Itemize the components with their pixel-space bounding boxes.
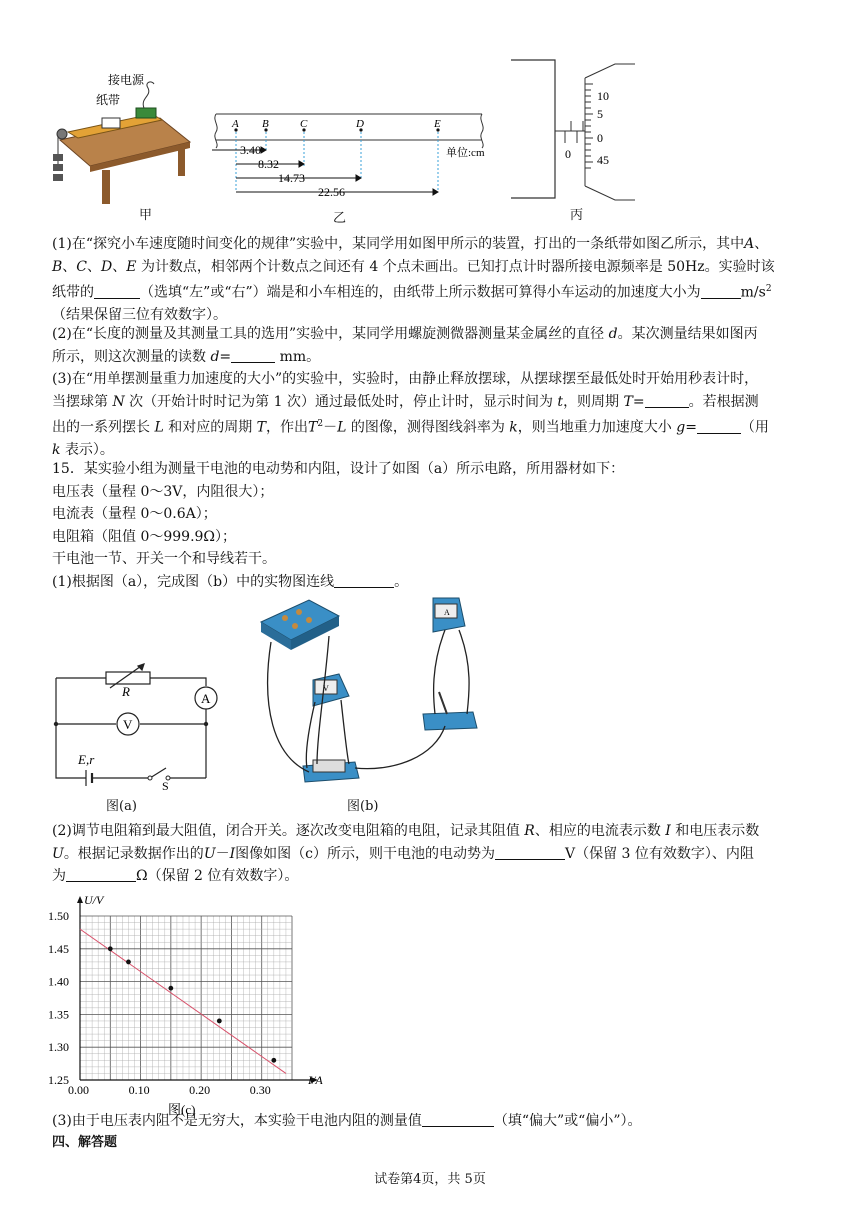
- micrometer-drawing: [505, 58, 655, 208]
- apparatus-photo-drawing: [255, 596, 505, 790]
- q14-part1: (1)在“探究小车速度随时间变化的规律”实验中，某同学用如图甲所示的装置，打出的一条纸带如图乙所示，其中A、 B、C、D、E 为计数点，相邻两个计数点之间还有 4 个点未画出。已知打点计时器所接电源频率是 50Hz。实验时该 纸带的 （选填“左”或“右”）端是和小车相连的，由纸带上所示数据可算得小车运动的加速度大小为 $m/s^2$ （结果保留三位有效数字）。: [52, 236, 775, 324]
- figure-a-label: 图(a): [106, 799, 137, 814]
- q14-part2: (2)在“长度的测量及其测量工具的选用”实验中，某同学用螺旋测微器测量某金属丝的直径 d。某次测量结果如图丙 所示，则这次测量的读数 d= mm。: [52, 326, 758, 365]
- main-scale-zero: 0: [565, 147, 571, 161]
- point-B: B: [262, 118, 269, 130]
- y-tick-label: 1.40: [48, 974, 69, 989]
- switch-label: S: [162, 779, 169, 793]
- data-point: [271, 1058, 276, 1063]
- data-point: [126, 960, 131, 965]
- battery-label: E,r: [78, 752, 95, 767]
- x-tick-label: 0.00: [68, 1083, 89, 1097]
- q14-part3: (3)在“用单摆测量重力加速度的大小”的实验中，实验时，由静止释放摆球，从摆球摆至最低处时开始用秒表计时， 当摆球第 N 次（开始计时时记为第 1 次）通过最低处时，停止计时，显示时间为 t，则周期 T= 。若根据测 出的一系列摆长 L 和对应的周期 T，作出$T^2-L$ 的图像，测得图线斜率为 k，则当地重力加速度大小 g= （用 k 表示）。: [52, 371, 769, 459]
- measurement-AB: 3.40: [240, 143, 261, 157]
- x-tick-label: 0.30: [249, 1083, 271, 1097]
- blank-tape-end[interactable]: [94, 284, 140, 299]
- u-i-chart: [40, 888, 330, 1117]
- q15-part2: (2)调节电阻箱到最大阻值，闭合开关。逐次改变电阻箱的电阻，记录其阻值 R、相应的电流表示数 I 和电压表示数 U。根据记录数据作出的U－I图像如图（c）所示，则干电池的电动势为 V（保留 3 位有效数字）、内阻 为 Ω（保留 2 位有效数字）。: [52, 823, 760, 884]
- q15-intro: 15．某实验小组为测量干电池的电动势和内阻，设计了如图（a）所示电路，所用器材如下： 电压表（量程 0～3V，内阻很大）； 电流表（量程 0～0.6A）； 电阻箱（阻值 0～999.9Ω）； 干电池一节、开关一个和导线若干。 (1)根据图（a），完成图（b）中的实物图连线 。: [52, 461, 625, 590]
- blank-period[interactable]: [645, 393, 689, 408]
- thimble-5: 5: [597, 107, 603, 121]
- blank-gravity[interactable]: [697, 419, 741, 434]
- power-label: 接电源: [108, 73, 145, 87]
- figure-yi-label: 乙: [333, 211, 347, 226]
- y-tick-label: 1.35: [48, 1007, 69, 1022]
- apparatus-drawing: [40, 70, 210, 220]
- thimble-10: 10: [597, 89, 609, 103]
- tape-label: 纸带: [96, 93, 121, 107]
- blank-wiring[interactable]: [334, 573, 394, 588]
- point-A: A: [232, 118, 239, 130]
- figure-jia-label: 甲: [139, 208, 153, 223]
- figure-yi: [210, 106, 495, 206]
- measurement-AC: 8.32: [258, 157, 279, 171]
- y-axis-label: U/V: [84, 893, 104, 907]
- figure-bing-label: 丙: [570, 208, 584, 223]
- y-tick-label: 1.30: [48, 1040, 69, 1055]
- y-tick-label: 1.25: [48, 1073, 69, 1087]
- voltmeter-face-label: V: [323, 684, 329, 693]
- y-tick-label: 1.45: [48, 941, 69, 956]
- figure-bing: [505, 58, 655, 208]
- x-tick-label: 0.20: [189, 1083, 211, 1097]
- thimble-45: 45: [597, 153, 609, 167]
- figure-b-label: 图(b): [347, 799, 379, 814]
- q15-part3: (3)由于电压表内阻不是无穷大，本实验干电池内阻的测量值 （填“偏大”或“偏小”）。: [52, 1113, 642, 1129]
- figure-b-apparatus: [255, 596, 505, 790]
- page-footer: 试卷第4页，共 5页: [374, 1172, 486, 1187]
- data-point: [168, 986, 173, 991]
- figure-a-circuit: [50, 658, 230, 793]
- x-axis-label: I/A: [308, 1073, 323, 1087]
- resistor-label: R: [122, 684, 130, 699]
- y-tick-label: 1.50: [48, 909, 69, 923]
- blank-acceleration[interactable]: [701, 284, 741, 299]
- measurement-AD: 14.73: [278, 171, 305, 185]
- point-E: E: [434, 118, 441, 130]
- blank-emf[interactable]: [495, 845, 565, 860]
- blank-diameter[interactable]: [231, 348, 275, 363]
- blank-internal-resistance[interactable]: [66, 867, 136, 882]
- ammeter-face-label: A: [444, 608, 450, 617]
- blank-bias[interactable]: [422, 1112, 494, 1127]
- tape-drawing: [210, 106, 495, 206]
- x-tick-label: 0.10: [128, 1083, 150, 1097]
- measurement-AE: 22.56: [318, 185, 345, 199]
- data-point: [217, 1019, 222, 1024]
- thimble-0: 0: [597, 131, 603, 145]
- point-D: D: [356, 118, 364, 130]
- point-C: C: [300, 118, 308, 130]
- y-axis-arrow: [77, 896, 83, 903]
- figure-c-chart: [40, 888, 330, 1117]
- section-heading: 四、解答题: [52, 1135, 118, 1150]
- tape-unit: 单位:cm: [446, 147, 485, 159]
- circuit-diagram: [50, 658, 230, 793]
- voltmeter-label: V: [123, 717, 133, 732]
- ammeter-label: A: [201, 691, 211, 706]
- data-point: [108, 946, 113, 951]
- chart-title: 图(c): [168, 1102, 196, 1117]
- figure-jia: [40, 70, 210, 220]
